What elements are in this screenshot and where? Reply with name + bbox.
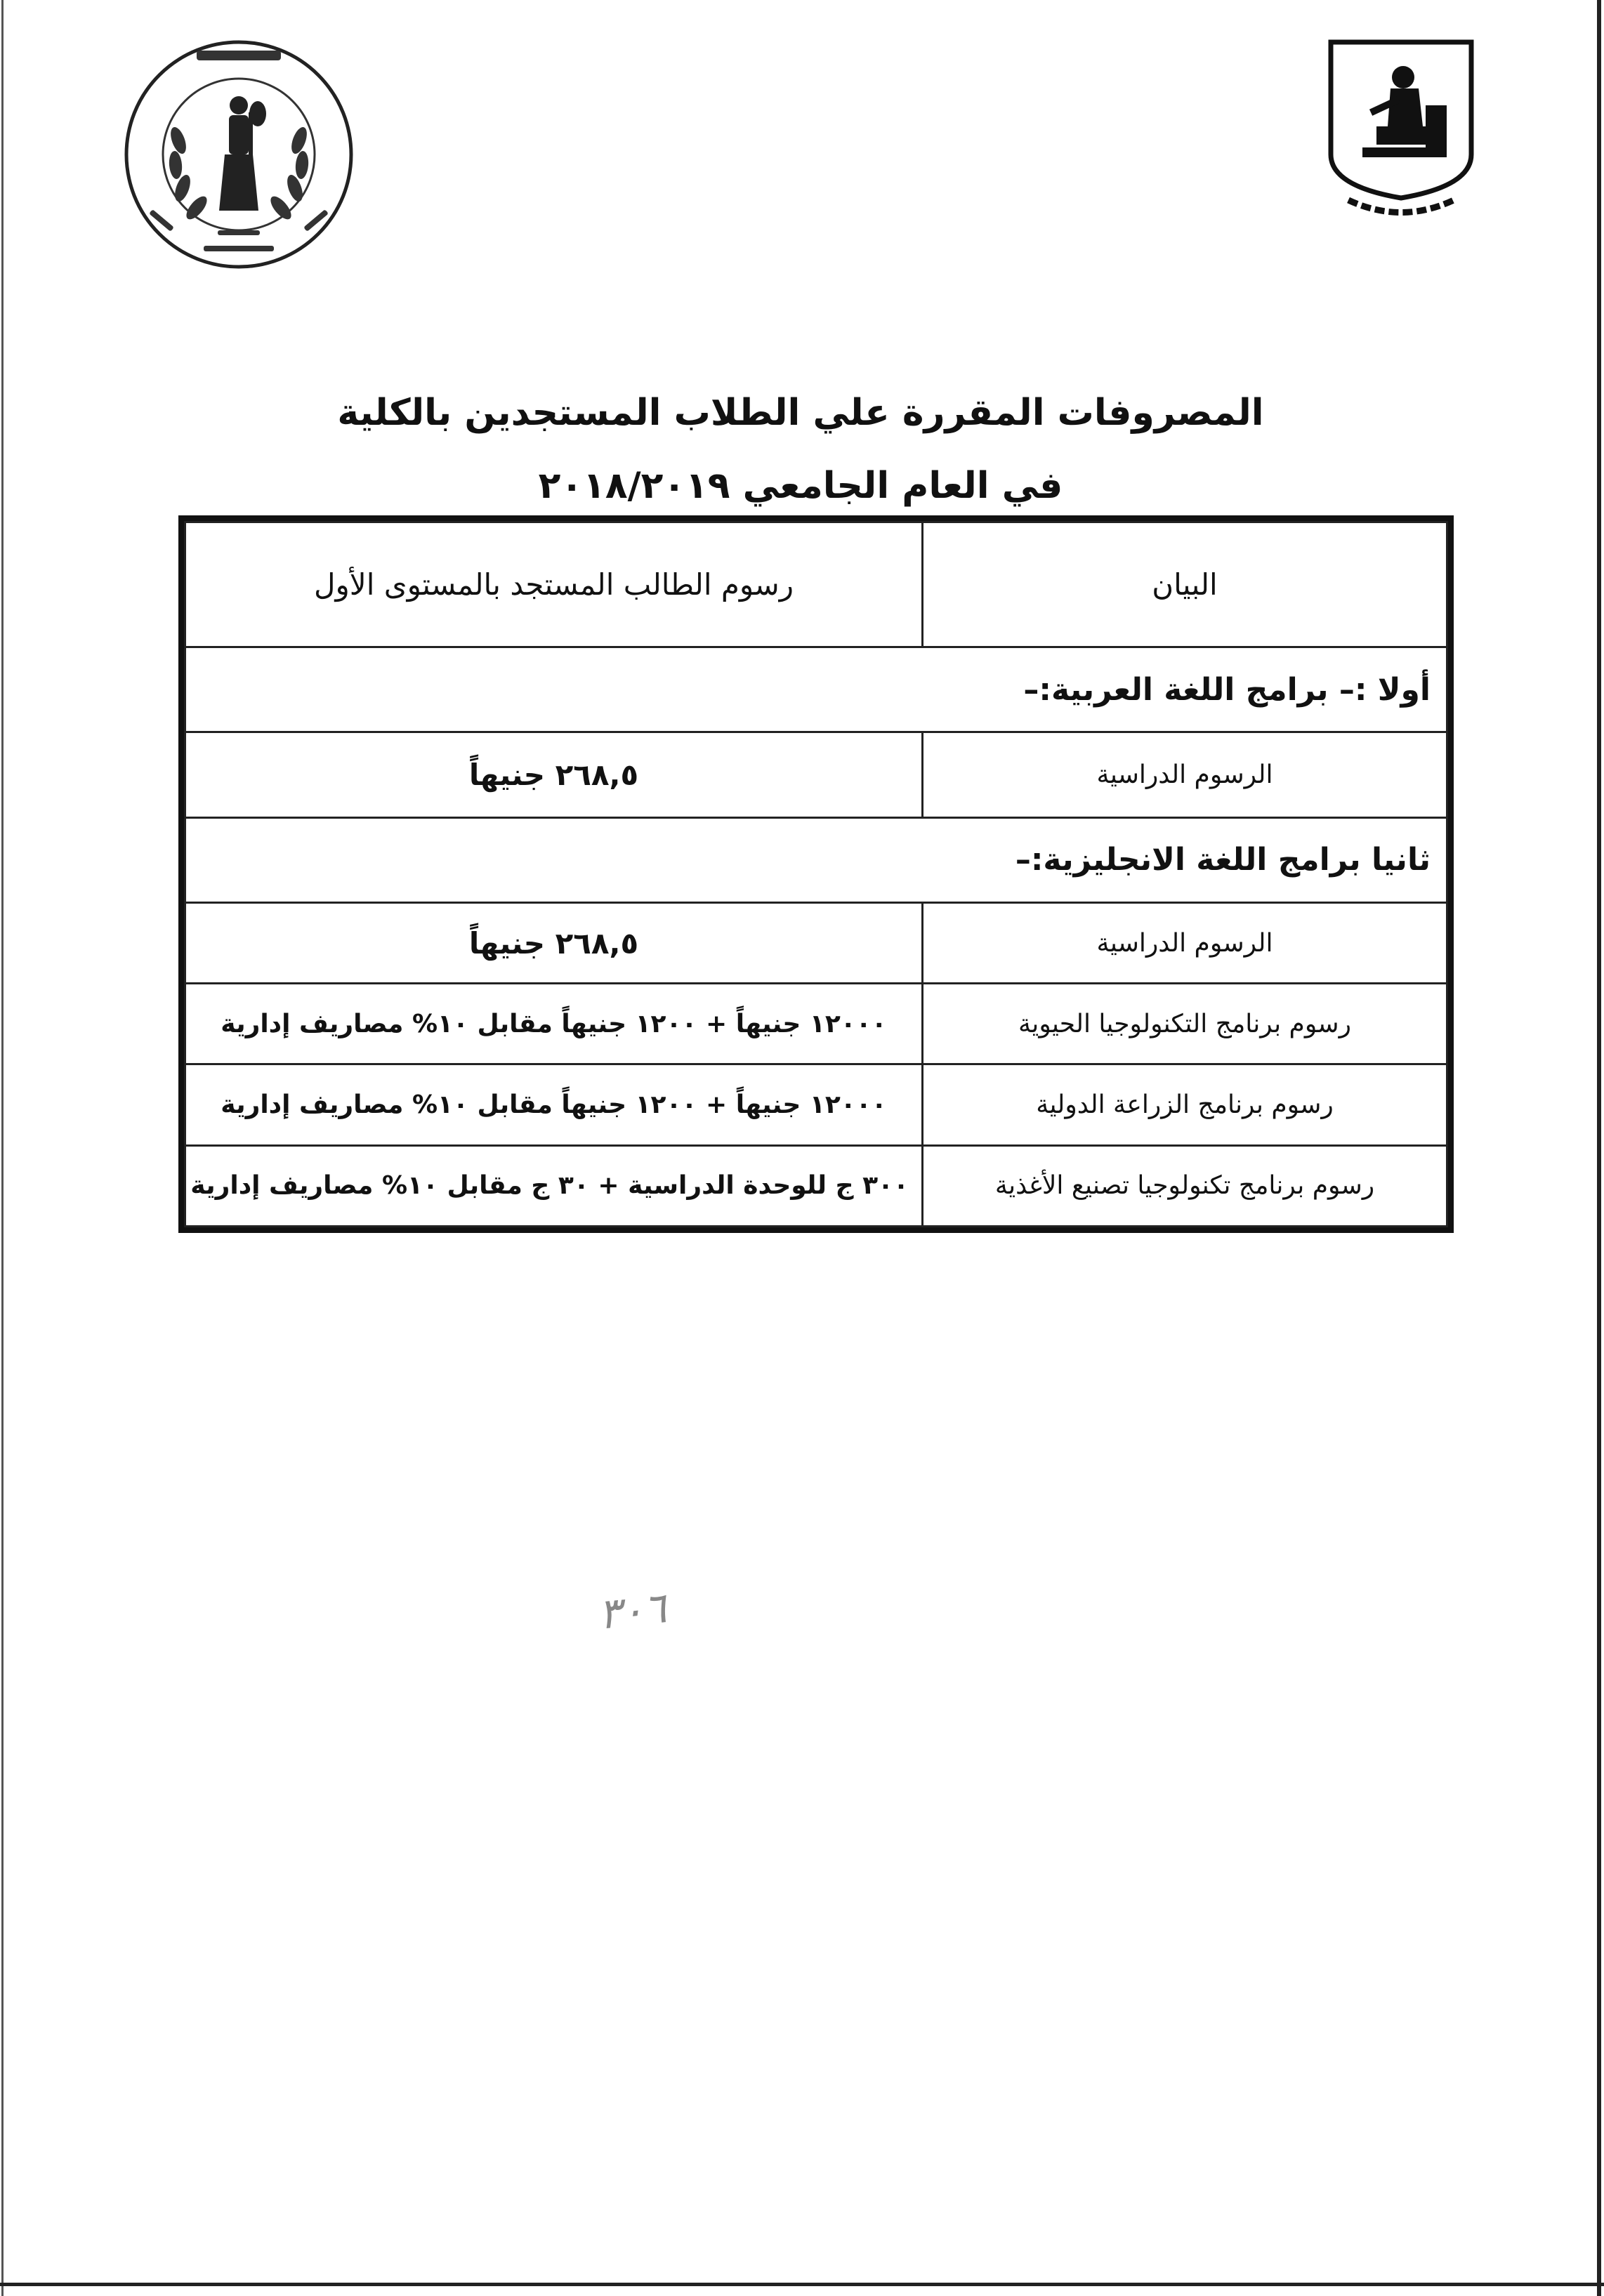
table-row — [185, 1064, 1447, 1145]
section-title-english-programs: ثانيا برامج اللغة الانجليزية:– — [185, 817, 1447, 902]
table-row — [185, 1145, 1447, 1226]
page-edge-left — [1, 0, 4, 2296]
row-label: رسوم برنامج الزراعة الدولية — [923, 1064, 1447, 1145]
table-row — [185, 902, 1447, 983]
table-row — [185, 732, 1447, 817]
row-value: ٣٠٠ ج للوحدة الدراسية + ٣٠ ج مقابل ١٠% مصاريف إدارية — [185, 1145, 923, 1226]
row-value: ٢٦٨,٥ جنيهاً — [185, 902, 923, 983]
header-fees: رسوم الطالب المستجد بالمستوى الأول — [185, 522, 923, 647]
fees-table — [178, 515, 1454, 1233]
row-label: الرسوم الدراسية — [923, 732, 1447, 817]
faculty-seal-icon — [119, 35, 358, 274]
page-edge-bottom — [0, 2283, 1604, 2286]
row-value: ١٢٠٠٠ جنيهاً + ١٢٠٠ جنيهاً مقابل ١٠% مصاريف إدارية — [185, 984, 923, 1064]
row-label: رسوم برنامج التكنولوجيا الحيوية — [923, 984, 1447, 1064]
section-row-arabic-programs — [185, 647, 1447, 732]
row-label: رسوم برنامج تكنولوجيا تصنيع الأغذية — [923, 1145, 1447, 1226]
row-value: ١٢٠٠٠ جنيهاً + ١٢٠٠ جنيهاً مقابل ١٠% مصاريف إدارية — [185, 1064, 923, 1145]
academic-year-title: في العام الجامعي ٢٠١٨/٢٠١٩ — [538, 465, 1063, 507]
section-row-english-programs — [185, 817, 1447, 902]
row-label: الرسوم الدراسية — [923, 902, 1447, 983]
table-row — [185, 984, 1447, 1064]
page-edge-right — [1597, 0, 1601, 2296]
section-title-arabic-programs: أولا :– برامج اللغة العربية:– — [185, 647, 1447, 732]
document-title: المصروفات المقررة علي الطلاب المستجدين بالكلية — [337, 392, 1264, 434]
handwritten-page-number: ٣٠٦ — [596, 1583, 669, 1639]
cairo-university-logo-icon — [1320, 35, 1482, 225]
header-statement: البيان — [923, 522, 1447, 647]
table-header-row — [185, 522, 1447, 647]
row-value: ٢٦٨,٥ جنيهاً — [185, 732, 923, 817]
